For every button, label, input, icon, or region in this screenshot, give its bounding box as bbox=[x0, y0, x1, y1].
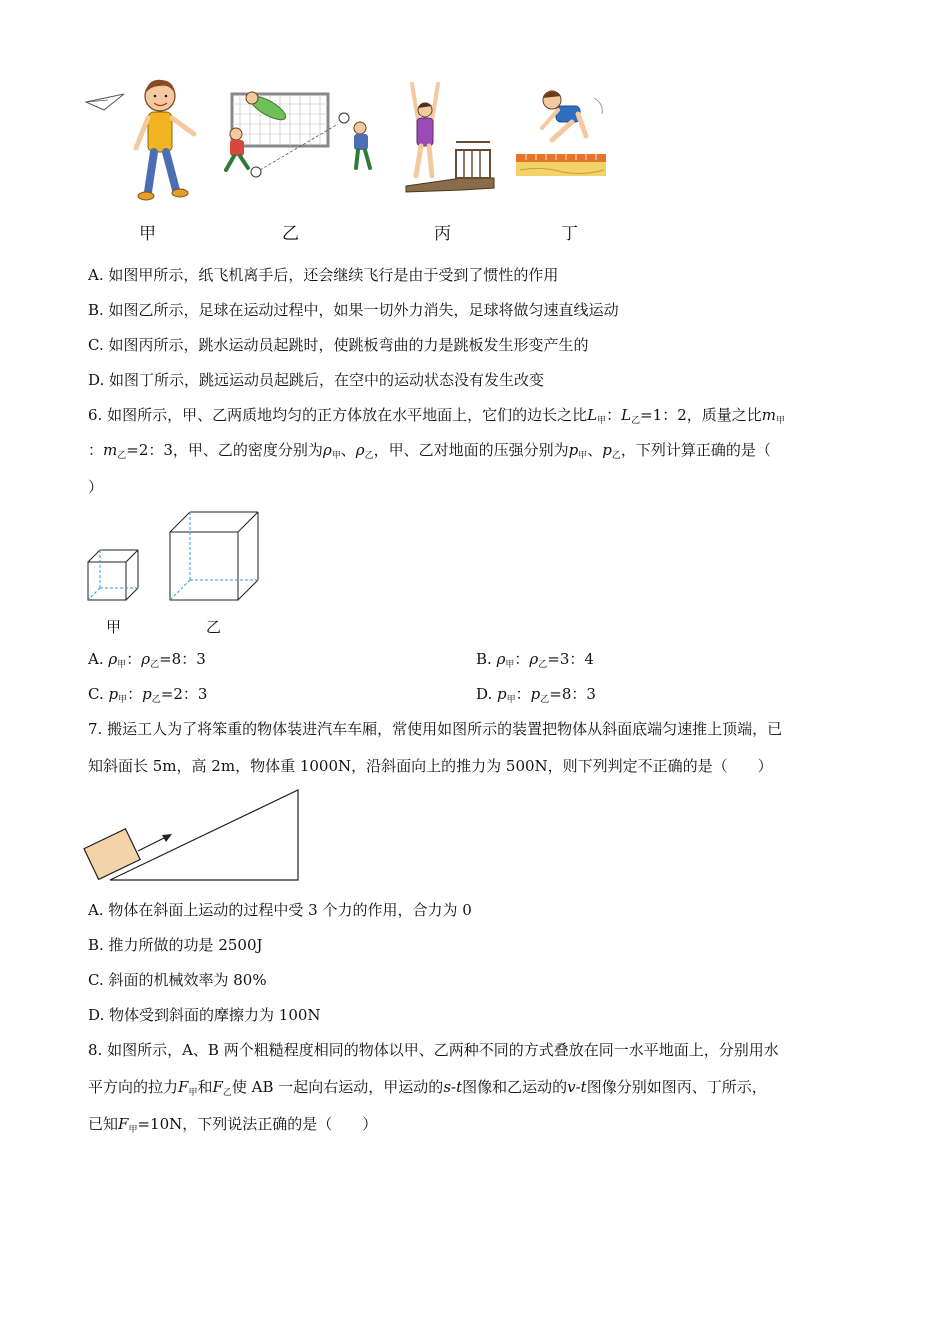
q8-stem-line2: 平方向的拉力$F_甲$和$F_乙$使 AB 一起向右运动，甲运动的s-t图像和乙运动的v-t图像分别如图丙、丁所示， bbox=[88, 1078, 767, 1098]
push-force-arrow bbox=[138, 836, 168, 851]
q6-stem-line1: 6. 如图所示，甲、乙两质地均匀的正方体放在水平地面上，它们的边长之比$L_甲$：$L_乙=1$：2，质量之比$m_甲$ bbox=[88, 406, 785, 426]
q5-option-d: D. 如图丁所示，跳远运动员起跳后，在空中的运动状态没有发生改变 bbox=[88, 371, 545, 389]
q5-option-b: B. 如图乙所示，足球在运动过程中，如果一切外力消失，足球将做匀速直线运动 bbox=[88, 301, 619, 319]
q7-option-d: D. 物体受到斜面的摩擦力为 100N bbox=[88, 1006, 321, 1024]
caption-bing: 丙 bbox=[434, 224, 451, 244]
long-jumper-illustration bbox=[512, 84, 612, 180]
caption-jia: 甲 bbox=[139, 224, 156, 244]
q6-stem-line3: ） bbox=[88, 478, 104, 496]
incline-triangle bbox=[110, 790, 298, 880]
caption-yi: 乙 bbox=[282, 224, 299, 244]
cube-yi bbox=[170, 512, 258, 600]
q6-option-a: A. $\rho_甲$：$\rho_乙=8$：3 bbox=[88, 650, 206, 670]
cubes-figure bbox=[86, 510, 266, 602]
q5-option-a: A. 如图甲所示，纸飞机离手后，还会继续飞行是由于受到了惯性的作用 bbox=[88, 266, 559, 284]
paper-plane-boy-illustration bbox=[82, 72, 212, 204]
q6-option-d: D. $p_甲$：$p_乙=8$：3 bbox=[476, 685, 596, 705]
incline-block bbox=[84, 829, 140, 880]
q6-option-b: B. $\rho_甲$：$\rho_乙=3$：4 bbox=[476, 650, 594, 670]
diver-springboard-illustration bbox=[402, 80, 498, 196]
q7-stem-line2: 知斜面长 5m，高 2m，物体重 1000N，沿斜面向上的推力为 500N，则下列判定不正确的是（ ） bbox=[88, 757, 773, 775]
q7-option-b: B. 推力所做的功是 2500J bbox=[88, 936, 263, 954]
incline-figure bbox=[86, 788, 302, 884]
q7-option-a: A. 物体在斜面上运动的过程中受 3 个力的作用，合力为 0 bbox=[88, 901, 472, 919]
q6-option-c: C. $p_甲$：$p_乙=2$：3 bbox=[88, 685, 208, 705]
caption-ding: 丁 bbox=[561, 224, 578, 244]
q5-option-c: C. 如图丙所示，跳水运动员起跳时，使跳板弯曲的力是跳板发生形变产生的 bbox=[88, 336, 589, 354]
cube-label-jia: 甲 bbox=[106, 618, 122, 636]
q6-stem-line2: ：$m_乙=2$：3，甲、乙的密度分别为$\rho_甲$、$\rho_乙$，甲、乙对地面的压强分别为$p_甲$、$p_乙$，下列计算正确的是（ bbox=[88, 441, 771, 461]
q8-stem-line3: 已知$F_甲=10N$，下列说法正确的是（ ） bbox=[88, 1115, 378, 1135]
q7-stem-line1: 7. 搬运工人为了将笨重的物体装进汽车车厢，常使用如图所示的装置把物体从斜面底端匀速推上顶端，已 bbox=[88, 720, 783, 738]
soccer-goal-illustration bbox=[210, 88, 390, 184]
cube-label-yi: 乙 bbox=[206, 618, 222, 636]
q7-option-c: C. 斜面的机械效率为 80% bbox=[88, 971, 267, 989]
q8-stem-line1: 8. 如图所示，A、B 两个粗糙程度相同的物体以甲、乙两种不同的方式叠放在同一水平地面上，分别用水 bbox=[88, 1041, 779, 1059]
